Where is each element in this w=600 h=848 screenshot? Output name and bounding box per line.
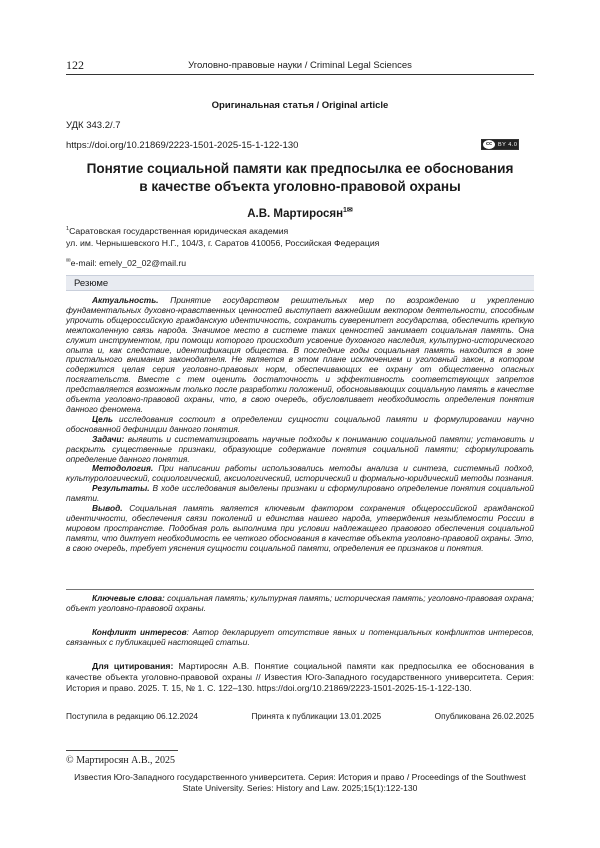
date-accepted: Принята к публикации 13.01.2025 — [251, 711, 381, 721]
date-received: Поступила в редакцию 06.12.2024 — [66, 711, 198, 721]
date-published: Опубликована 26.02.2025 — [435, 711, 534, 721]
email-text[interactable]: e-mail: emely_02_02@mail.ru — [71, 258, 187, 268]
envelope-icon: ✉ — [66, 258, 71, 264]
citation: Для цитирования: Мартиросян А.В. Понятие социальной памяти как предпосылка ее обоснования в качестве объекта уголовно-правовой охраны // Известия Юго-Западного государственного университета. Серия: История и право. 2025. Т. 15, № 1. С. 122–130. https://doi.org/10.21869/2223-1501-2025-15-1-122-130. — [66, 661, 534, 693]
doi-link[interactable]: https://doi.org/10.21869/2223-1501-2025-15-1-122-130 — [66, 140, 298, 151]
affiliation-address: ул. им. Чернышевского Н.Г., 104/3, г. Саратов 410056, Российская Федерация — [66, 238, 379, 248]
udk-code: УДК 343.2/.7 — [66, 120, 121, 131]
journal-footer-line-2: State University. Series: History and Law. 2025;15(1):122-130 — [66, 783, 534, 794]
abstract-divider — [66, 589, 534, 590]
page-number: 122 — [66, 58, 84, 73]
article-title — [66, 160, 534, 195]
abstract-conclusion: Вывод. Социальная память является ключевым фактором сохранения общероссийской гражданской идентичности, обеспечения связи поколений и единства нашего народа, утверждения незыблемости России в мировом пространстве. Подобная роль выполнима при условии надлежащего правового обеспечения социальной памяти, что диктует необходимость ее четкого обоснования в качестве объекта уголовно-правовой охраны. Это, в свою очередь, требует уяснения сущности социальной памяти, определения ее признаков и понятия. — [66, 504, 534, 554]
author-line — [66, 206, 534, 220]
running-title: Уголовно-правовые науки / Criminal Legal Sciences — [66, 60, 534, 71]
footer-divider — [66, 750, 178, 751]
abstract-results: Результаты. В ходе исследования выделены признаки и сформулировано определение понятия социальной памяти. — [66, 484, 534, 504]
abstract-purpose: Цель исследования состоит в определении сущности социальной памяти и формулировании научно обоснованной дефиниции данного понятия. — [66, 415, 534, 435]
affiliation-sup: 1 — [66, 226, 69, 232]
author-email — [66, 258, 186, 268]
title-line-1: Понятие социальной памяти как предпосылка ее обоснования — [66, 160, 534, 178]
journal-footer — [66, 772, 534, 793]
conflict-of-interest: Конфликт интересов: Автор декларирует отсутствие явных и потенциальных конфликтов интересов, связанных с публикацией настоящей статьи. — [66, 627, 534, 647]
abstract-heading: Резюме — [66, 275, 534, 291]
abstract-body — [66, 296, 534, 554]
abstract-objectives: Задачи: выявить и систематизировать научные подходы к пониманию социальной памяти; установить и раскрыть существенные признаки, образующие содержание понятия социальной памяти; сформулировать определение данного понятия. — [66, 435, 534, 465]
copyright: © Мартиросян А.В., 2025 — [66, 755, 175, 766]
abstract-methodology: Методология. При написании работы использовались методы анализа и синтеза, системный подход, культурологический, социологический, аксиологический, исторический и формально-юридический методы познания. — [66, 464, 534, 484]
cc-logo-icon: cc — [483, 140, 495, 149]
cc-license-badge[interactable] — [481, 139, 519, 150]
title-line-2: в качестве объекта уголовно-правовой охраны — [66, 178, 534, 196]
cc-license-label: BY 4.0 — [498, 142, 517, 148]
author-name: А.В. Мартиросян — [247, 208, 343, 220]
header-divider — [66, 74, 534, 75]
author-mark: 1✉ — [343, 207, 353, 214]
article-type: Оригинальная статья / Original article — [66, 100, 534, 111]
keywords: Ключевые слова: социальная память; культурная память; историческая память; уголовно-правовая охрана; объект уголовно-правовой охраны. — [66, 593, 534, 613]
publication-dates — [66, 711, 534, 721]
journal-footer-line-1: Известия Юго-Западного государственного университета. Серия: История и право / Proceedings of the Southwest — [66, 772, 534, 783]
abstract-relevance: Актуальность. Принятие государством решительных мер по возрождению и укреплению фундаментальных духовно-нравственных ценностей выступает важнейшим вектором деятельности, способным упрочить общероссийскую гражданскую идентичность, сохранить суверенитет государства, обеспечить крепкую межпоколенную связь народа. Значимое место в системе таких ценностей занимает социальная память. Она служит инструментом, при помощи которого происходит усвоение духовного наследия, культурно-исторического опыта и, как следствие, идентификация общества. В последние годы социальная память находится в зоне пристального внимания законодателя. Не является в этом плане исключением и уголовный закон, в котором содержится целая серия уголовно-правовых норм, обеспечивающих ее охрану от общественно опасных посягательств. Вместе с тем оценить достаточность и эффективность соответствующих запретов представляется возможным только после разработки положений, обосновывающих социальную память в качестве объекта уголовно-правовой охраны, что, в свою очередь, обусловливает необходимость определения понятия данного феномена. — [66, 296, 534, 415]
affiliation-org: 1Саратовская государственная юридическая академия — [66, 226, 288, 236]
